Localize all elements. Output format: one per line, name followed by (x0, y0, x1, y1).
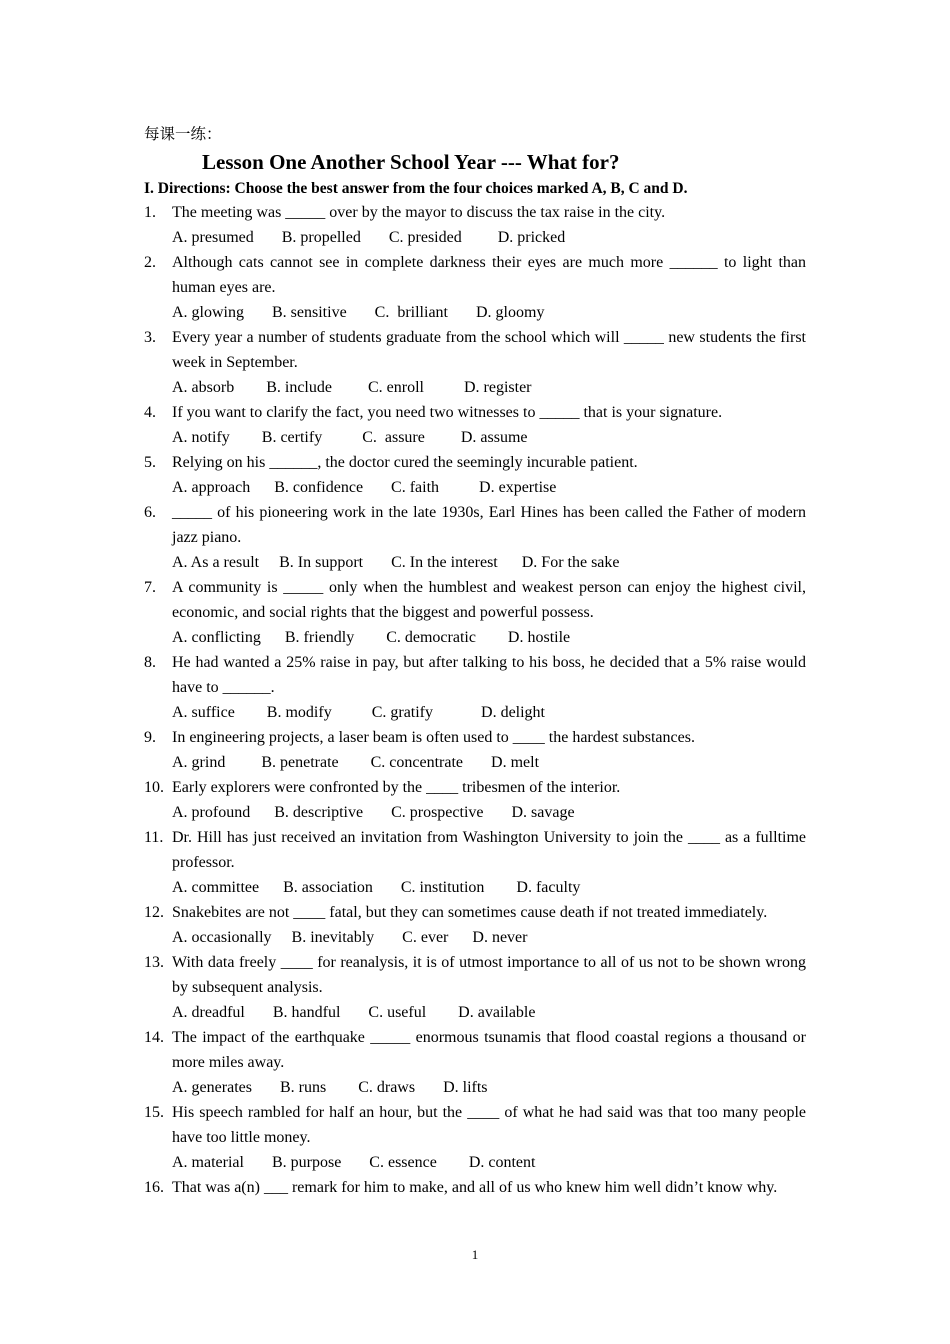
question-stem: Every year a number of students graduate from the school which will _____ new students the first week in September. (172, 329, 806, 371)
question-stem: _____ of his pioneering work in the late 1930s, Earl Hines has been called the Father of modern jazz piano. (172, 504, 806, 546)
question-stem: The meeting was _____ over by the mayor to discuss the tax raise in the city. (172, 204, 666, 221)
question-stem: He had wanted a 25% raise in pay, but after talking to his boss, he decided that a 5% raise would have to ______. (172, 654, 806, 696)
question-item (144, 725, 806, 775)
question-item (144, 575, 806, 650)
question-stem: Relying on his ______, the doctor cured the seemingly incurable patient. (172, 454, 638, 471)
question-list (144, 200, 806, 1200)
question-number: 13. (144, 954, 164, 971)
question-number: 4. (144, 404, 156, 421)
question-number: 15. (144, 1104, 164, 1121)
question-stem: Dr. Hill has just received an invitation from Washington University to join the ____ as a fulltime professor. (172, 829, 806, 871)
answer-options: A. notify B. certify C. assure D. assume (172, 429, 528, 446)
question-stem: A community is _____ only when the humblest and weakest person can enjoy the highest civil, economic, and social rights that the biggest and powerful possess. (172, 579, 806, 621)
question-stem: Snakebites are not ____ fatal, but they can sometimes cause death if not treated immediately. (172, 904, 768, 921)
answer-options: A. committee B. association C. institution D. faculty (172, 879, 581, 896)
question-number: 1. (144, 204, 156, 221)
question-number: 6. (144, 504, 156, 521)
question-number: 5. (144, 454, 156, 471)
question-stem: The impact of the earthquake _____ enormous tsunamis that flood coastal regions a thousand or more miles away. (172, 1029, 806, 1071)
answer-options: A. profound B. descriptive C. prospective D. savage (172, 804, 575, 821)
page-number: 1 (471, 1247, 479, 1262)
exercise-subtitle: 每课一练： (144, 126, 222, 143)
answer-options: A. As a result B. In support C. In the interest D. For the sake (172, 554, 620, 571)
question-number: 10. (144, 779, 164, 796)
question-item (144, 325, 806, 400)
answer-options: A. glowing B. sensitive C. brilliant D. gloomy (172, 304, 545, 321)
question-stem: His speech rambled for half an hour, but the ____ of what he had said was that too many people have too little money. (172, 1104, 806, 1146)
question-item (144, 650, 806, 725)
question-item (144, 825, 806, 900)
question-item (144, 775, 806, 825)
question-item (144, 200, 806, 250)
answer-options: A. material B. purpose C. essence D. content (172, 1154, 536, 1171)
question-item (144, 1100, 806, 1175)
question-item (144, 400, 806, 450)
question-number: 11. (144, 829, 164, 846)
answer-options: A. dreadful B. handful C. useful D. available (172, 1004, 536, 1021)
question-item (144, 1025, 806, 1100)
question-stem: Early explorers were confronted by the ____ tribesmen of the interior. (172, 779, 621, 796)
question-number: 12. (144, 904, 164, 921)
answer-options: A. approach B. confidence C. faith D. expertise (172, 479, 557, 496)
answer-options: A. occasionally B. inevitably C. ever D. never (172, 929, 528, 946)
question-item (144, 500, 806, 575)
question-stem: In engineering projects, a laser beam is often used to ____ the hardest substances. (172, 729, 695, 746)
question-number: 8. (144, 654, 156, 671)
lesson-title: Lesson One Another School Year --- What for? (202, 150, 620, 174)
question-number: 9. (144, 729, 156, 746)
answer-options: A. absorb B. include C. enroll D. register (172, 379, 532, 396)
document-page (144, 125, 806, 1200)
answer-options: A. conflicting B. friendly C. democratic D. hostile (172, 629, 571, 646)
question-number: 16. (144, 1179, 164, 1196)
question-number: 2. (144, 254, 156, 271)
answer-options: A. presumed B. propelled C. presided D. pricked (172, 229, 566, 246)
question-stem: With data freely ____ for reanalysis, it is of utmost importance to all of us not to be shown wrong by subsequent analysis. (172, 954, 806, 996)
question-number: 7. (144, 579, 156, 596)
question-item (144, 450, 806, 500)
question-item (144, 250, 806, 325)
question-number: 14. (144, 1029, 164, 1046)
question-item (144, 950, 806, 1025)
question-item (144, 900, 806, 950)
question-item (144, 1175, 806, 1200)
answer-options: A. suffice B. modify C. gratify D. delight (172, 704, 545, 721)
answer-options: A. generates B. runs C. draws D. lifts (172, 1079, 488, 1096)
section-directions: I. Directions: Choose the best answer from the four choices marked A, B, C and D. (144, 180, 688, 197)
question-stem: Although cats cannot see in complete darkness their eyes are much more ______ to light than human eyes are. (172, 254, 806, 296)
question-stem: If you want to clarify the fact, you need two witnesses to _____ that is your signature. (172, 404, 723, 421)
question-stem: That was a(n) ___ remark for him to make, and all of us who knew him well didn’t know why. (172, 1179, 778, 1196)
answer-options: A. grind B. penetrate C. concentrate D. melt (172, 754, 540, 771)
question-number: 3. (144, 329, 156, 346)
